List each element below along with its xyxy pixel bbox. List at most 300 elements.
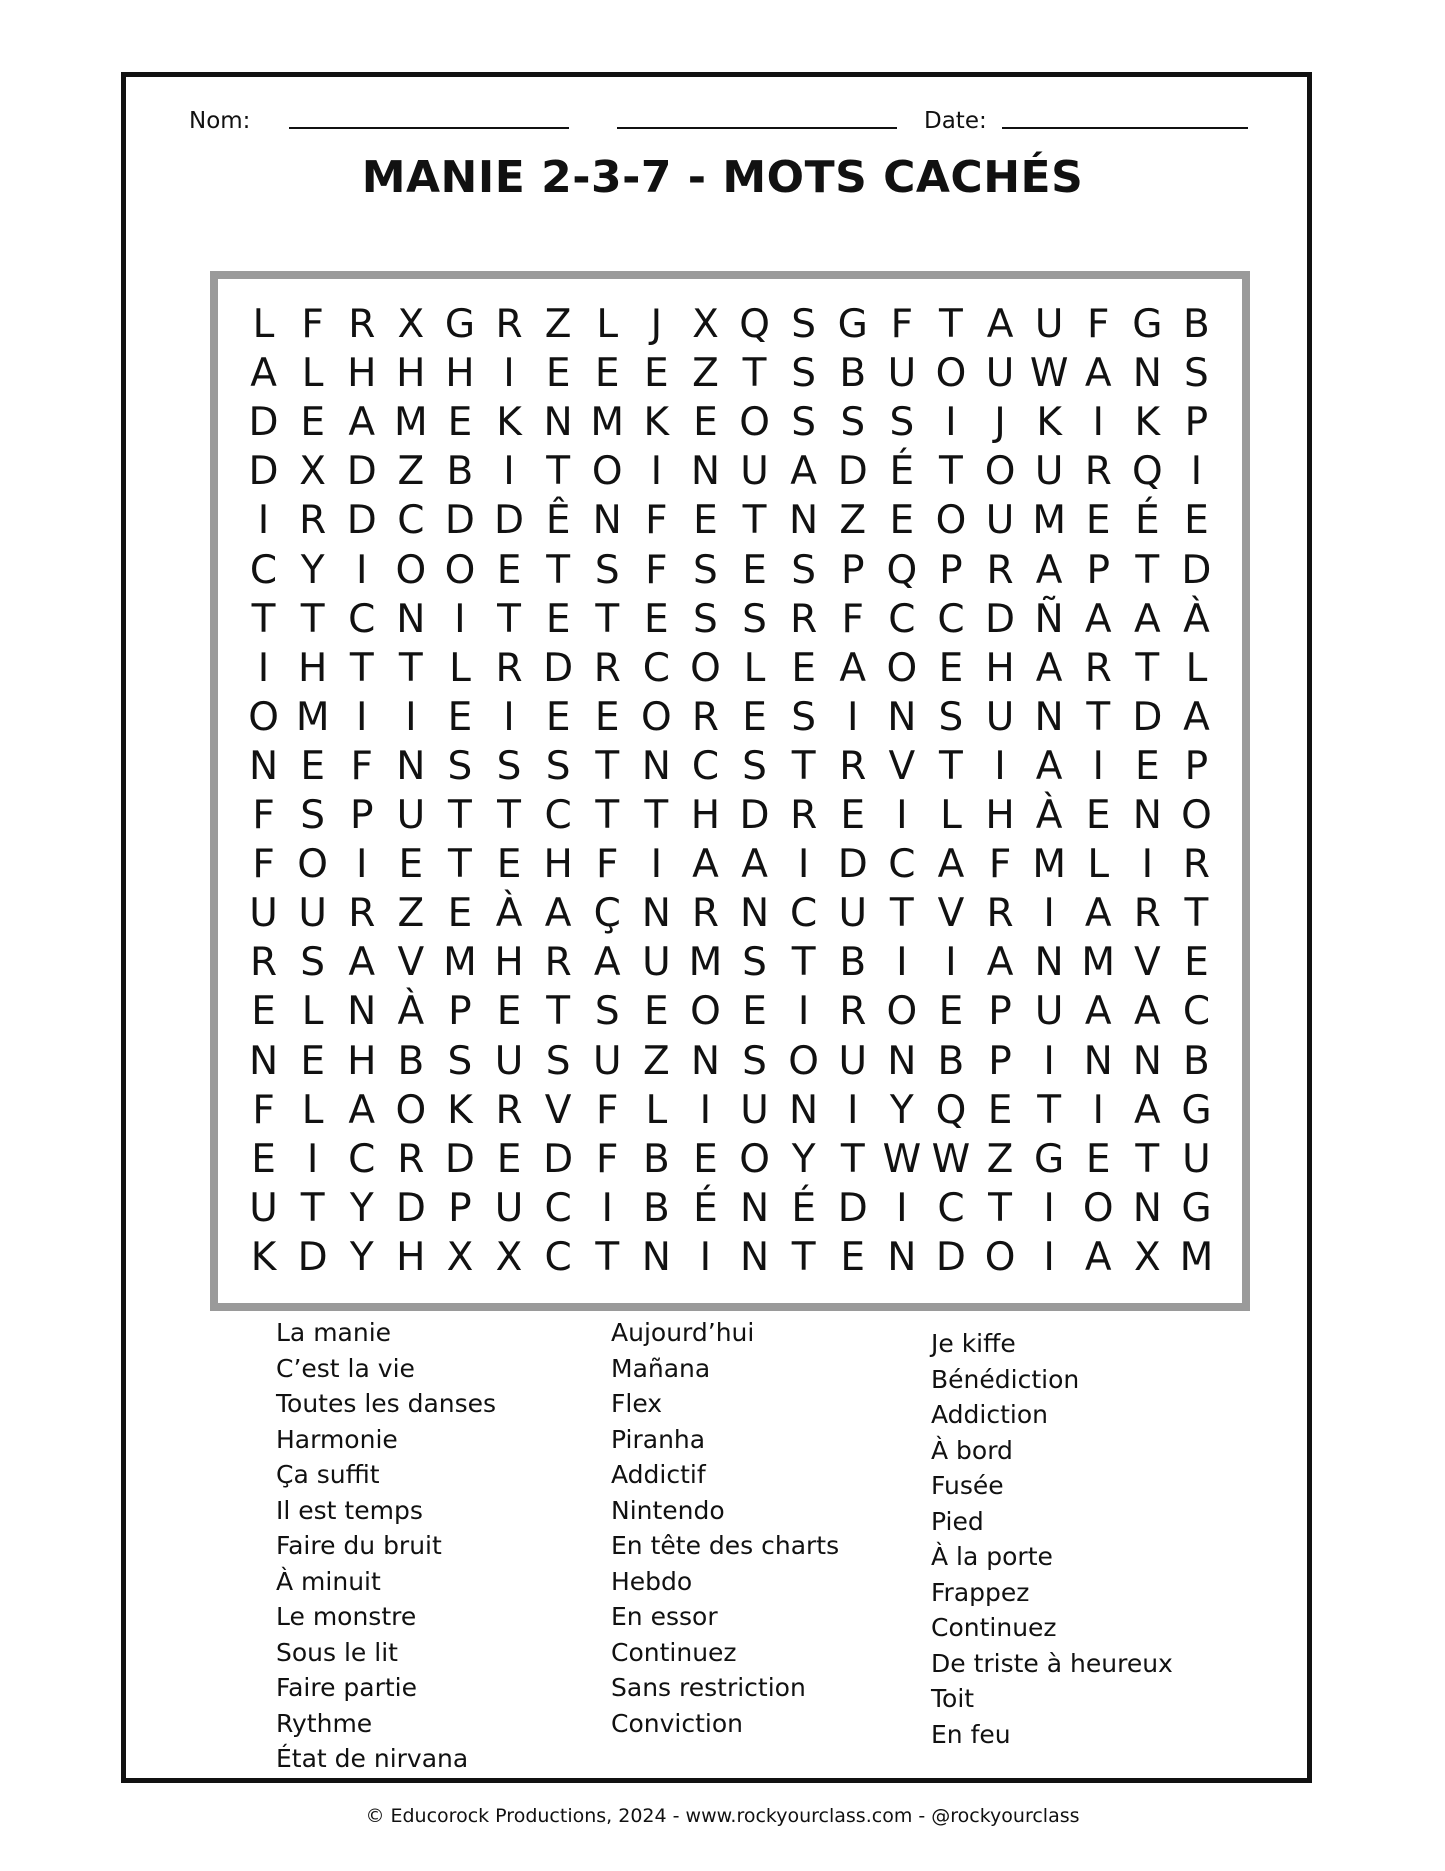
grid-letter: W [931, 1136, 971, 1182]
grid-letter: O [395, 1087, 427, 1133]
grid-letter: P [349, 793, 374, 839]
grid-letter: P [1184, 743, 1209, 789]
grid-letter: U [985, 694, 1015, 740]
grid-letter: É [791, 1185, 816, 1231]
grid-letter: S [742, 940, 767, 986]
grid-letter: E [594, 694, 620, 740]
grid-letter: A [986, 302, 1014, 348]
grid-letter: I [1043, 1234, 1055, 1280]
grid-letter: I [945, 940, 957, 986]
word-list-item: Continuez [611, 1637, 737, 1667]
grid-letter: P [1184, 400, 1209, 446]
grid-letter: A [692, 842, 719, 888]
grid-letter: V [937, 891, 965, 937]
grid-letter: M [394, 400, 428, 446]
grid-letter: B [937, 1038, 965, 1084]
grid-letter: N [887, 1234, 917, 1280]
word-list-item: Toutes les danses [276, 1389, 497, 1418]
grid-letter: S [889, 400, 915, 446]
grid-letter: U [1182, 1136, 1211, 1182]
grid-letter: D [543, 645, 574, 691]
grid-letter: N [592, 498, 622, 544]
grid-letter: U [249, 1185, 278, 1231]
word-list-item: Hebdo [611, 1566, 693, 1596]
grid-letter: D [543, 1136, 574, 1182]
grid-letter: N [690, 449, 721, 495]
grid-letter: E [1085, 793, 1111, 839]
word-list-item: De triste à heureux [931, 1648, 1173, 1678]
grid-letter: T [1135, 645, 1160, 691]
grid-letter: N [887, 694, 917, 740]
grid-letter: F [596, 1136, 619, 1182]
grid-letter: U [838, 1038, 868, 1084]
grid-letter: R [839, 743, 867, 789]
grid-letter: E [889, 498, 915, 544]
grid-letter: O [1082, 1185, 1114, 1231]
word-list-item: Rythme [276, 1708, 373, 1738]
grid-letter: T [742, 498, 767, 544]
grid-letter: S [742, 596, 767, 642]
word-list-item: Pied [931, 1506, 984, 1536]
grid-letter: V [888, 743, 916, 789]
grid-letter: E [1135, 743, 1160, 789]
grid-letter: U [740, 449, 769, 495]
grid-letter: F [252, 842, 275, 888]
grid-letter: P [840, 547, 865, 593]
grid-letter: H [297, 645, 328, 691]
grid-letter: C [249, 547, 278, 593]
grid-letter: N [739, 891, 770, 937]
grid-letter: I [650, 842, 663, 888]
grid-letter: E [251, 1136, 276, 1182]
grid-letter: A [1183, 694, 1210, 740]
grid-letter: T [497, 596, 521, 642]
grid-letter: A [1134, 596, 1161, 642]
page-title: MANIE 2-3-7 - MOTS CACHÉS [361, 152, 1084, 203]
grid-letter: A [839, 645, 867, 691]
grid-letter: M [1081, 940, 1116, 986]
grid-letter: T [939, 302, 963, 348]
grid-letter: N [739, 1234, 770, 1280]
grid-letter: S [742, 743, 767, 789]
grid-letter: E [840, 793, 866, 839]
grid-letter: À [1035, 793, 1063, 839]
grid-letter: U [249, 891, 278, 937]
grid-letter: T [448, 842, 472, 888]
grid-letter: N [1132, 793, 1162, 839]
grid-letter: E [644, 989, 669, 1035]
grid-letter: I [306, 1136, 319, 1182]
grid-letter: E [545, 596, 571, 642]
grid-letter: S [447, 1038, 473, 1084]
grid-letter: E [644, 596, 669, 642]
grid-letter: S [545, 743, 571, 789]
grid-letter: L [252, 302, 275, 348]
grid-letter: Y [349, 1234, 374, 1280]
grid-letter: P [939, 547, 963, 593]
grid-letter: H [690, 793, 721, 839]
word-list-item: Toit [931, 1684, 975, 1713]
grid-letter: A [1084, 891, 1112, 937]
grid-letter: S [791, 400, 817, 446]
grid-letter: T [791, 1234, 816, 1280]
grid-letter: C [888, 842, 916, 888]
name-label: Nom: [189, 108, 251, 134]
grid-letter: A [1084, 596, 1112, 642]
grid-letter: E [1085, 1136, 1111, 1182]
grid-letter: H [396, 1234, 426, 1280]
grid-letter: N [887, 1038, 917, 1084]
grid-letter: I [1092, 743, 1104, 789]
grid-letter: D [346, 449, 377, 495]
grid-letter: M [1032, 842, 1066, 888]
grid-letter: T [1037, 1087, 1062, 1133]
grid-letter: E [742, 547, 767, 593]
grid-letter: O [444, 547, 476, 593]
grid-letter: E [447, 694, 473, 740]
grid-letter: D [444, 1136, 475, 1182]
grid-letter: C [397, 498, 425, 544]
grid-letter: J [650, 302, 663, 348]
grid-letter: U [740, 1087, 769, 1133]
grid-letter: F [1087, 302, 1110, 348]
grid-letter: Z [397, 891, 425, 937]
grid-letter: C [348, 596, 376, 642]
word-list-item: Il est temps [276, 1495, 423, 1525]
grid-letter: F [841, 596, 864, 642]
grid-letter: N [641, 891, 671, 937]
grid-letter: N [1132, 351, 1162, 397]
grid-letter: S [1184, 351, 1209, 397]
grid-letter: E [594, 351, 620, 397]
grid-letter: I [945, 400, 957, 446]
grid-letter: K [496, 400, 522, 446]
grid-letter: B [397, 1038, 425, 1084]
word-list-item: Addictif [611, 1460, 706, 1489]
grid-letter: A [348, 940, 376, 986]
grid-letter: O [935, 498, 967, 544]
grid-letter: X [397, 302, 425, 348]
word-list-item: Conviction [611, 1708, 743, 1738]
grid-letter: F [301, 302, 324, 348]
grid-letter: B [1183, 1038, 1210, 1084]
grid-letter: D [1132, 694, 1163, 740]
grid-letter: X [495, 1234, 523, 1280]
grid-letter: N [396, 743, 426, 789]
word-list-item: Le monstre [276, 1602, 417, 1631]
grid-letter: W [1029, 351, 1069, 397]
grid-letter: I [1092, 1087, 1104, 1133]
grid-letter: U [1034, 302, 1064, 348]
grid-letter: T [546, 547, 571, 593]
grid-letter: B [839, 940, 867, 986]
grid-letter: É [1135, 498, 1160, 544]
grid-letter: K [643, 400, 670, 446]
name-line [289, 127, 569, 129]
grid-letter: I [1043, 891, 1055, 937]
word-list-item: En feu [931, 1719, 1011, 1749]
grid-letter: C [937, 596, 965, 642]
grid-letter: C [348, 1136, 376, 1182]
grid-letter: K [1036, 400, 1062, 446]
grid-letter: I [1190, 449, 1203, 495]
word-list-item: Continuez [931, 1613, 1057, 1642]
grid-letter: E [938, 989, 964, 1035]
grid-letter: H [494, 940, 524, 986]
grid-letter: S [300, 940, 326, 986]
grid-letter: D [395, 1185, 426, 1231]
grid-letter: O [395, 547, 427, 593]
grid-letter: N [641, 743, 671, 789]
grid-letter: T [398, 645, 423, 691]
grid-letter: R [495, 1087, 523, 1133]
grid-letter: E [1085, 498, 1111, 544]
grid-letter: R [790, 793, 818, 839]
grid-letter: N [739, 1185, 770, 1231]
grid-letter: L [596, 302, 619, 348]
grid-letter: F [890, 302, 914, 348]
word-list-item: Bénédiction [931, 1364, 1080, 1394]
grid-letter: O [640, 694, 672, 740]
grid-letter: P [988, 989, 1012, 1035]
grid-letter: I [257, 498, 270, 544]
grid-letter: E [742, 694, 767, 740]
word-list-item: Addiction [931, 1400, 1048, 1429]
grid-letter: X [446, 1234, 474, 1280]
grid-letter: U [592, 1038, 622, 1084]
grid-letter: D [297, 1234, 328, 1280]
grid-letter: O [248, 694, 279, 740]
grid-letter: N [690, 1038, 721, 1084]
grid-letter: R [299, 498, 327, 544]
word-list-item: Piranha [611, 1424, 706, 1454]
grid-letter: D [248, 449, 279, 495]
grid-letter: S [594, 547, 620, 593]
grid-letter: V [397, 940, 425, 986]
grid-letter: F [645, 547, 668, 593]
grid-letter: O [984, 449, 1016, 495]
grid-letter: I [699, 1234, 712, 1280]
grid-letter: L [449, 645, 471, 691]
grid-letter: T [791, 743, 816, 789]
grid-letter: Ê [545, 498, 571, 544]
grid-letter: T [742, 351, 767, 397]
grid-letter: E [987, 1087, 1013, 1133]
grid-letter: D [346, 498, 377, 544]
grid-letter: N [641, 1234, 671, 1280]
grid-letter: I [503, 449, 515, 495]
grid-letter: U [494, 1038, 524, 1084]
grid-letter: Y [791, 1136, 816, 1182]
grid-letter: R [691, 891, 719, 937]
grid-letter: T [595, 1234, 620, 1280]
grid-letter: S [938, 694, 964, 740]
grid-letter: T [1135, 1136, 1160, 1182]
grid-letter: I [257, 645, 270, 691]
grid-letter: A [790, 449, 817, 495]
grid-letter: A [250, 351, 277, 397]
grid-letter: T [349, 645, 374, 691]
grid-letter: H [985, 645, 1015, 691]
grid-letter: I [896, 1185, 908, 1231]
grid-letter: E [496, 989, 522, 1035]
word-list-column-2 [611, 1315, 839, 1741]
grid-letter: F [596, 842, 619, 888]
grid-letter: T [595, 793, 620, 839]
grid-letter: À [1183, 596, 1210, 642]
grid-letter: I [355, 694, 368, 740]
grid-letter: L [743, 645, 766, 691]
grid-letter: É [889, 449, 915, 495]
word-list-item: Ça suffit [276, 1460, 380, 1489]
word-list-item: Aujourd’hui [611, 1318, 755, 1347]
grid-letter: E [693, 400, 718, 446]
word-list-item: Flex [611, 1389, 663, 1418]
grid-letter: U [1034, 989, 1064, 1035]
grid-letter: A [544, 891, 572, 937]
grid-letter: Y [889, 1087, 914, 1133]
grid-letter: N [248, 1038, 279, 1084]
grid-letter: E [496, 1136, 522, 1182]
grid-letter: D [935, 1234, 966, 1280]
grid-letter: O [1181, 793, 1212, 839]
grid-letter: N [1083, 1038, 1113, 1084]
grid-letter: R [593, 645, 621, 691]
grid-letter: B [839, 351, 867, 397]
grid-letter: N [396, 596, 426, 642]
grid-letter: T [251, 596, 276, 642]
grid-letter: T [939, 743, 963, 789]
grid-letter: T [595, 596, 620, 642]
grid-letter: L [1087, 842, 1110, 888]
word-list-item: Nintendo [611, 1495, 725, 1525]
grid-letter: C [544, 793, 572, 839]
word-list-item: À la porte [931, 1542, 1053, 1571]
grid-letter: S [447, 743, 473, 789]
grid-letter: Z [986, 1136, 1014, 1182]
grid-letter: M [590, 400, 625, 446]
grid-letter: R [348, 302, 376, 348]
grid-letter: D [985, 596, 1016, 642]
grid-letter: Z [544, 302, 572, 348]
grid-letter: R [249, 940, 278, 986]
grid-letter: O [690, 989, 721, 1035]
grid-letter: I [699, 1087, 712, 1133]
grid-letter: A [1134, 1087, 1161, 1133]
grid-letter: B [1183, 302, 1210, 348]
grid-letter: U [887, 351, 917, 397]
grid-letter: T [644, 793, 669, 839]
grid-letter: S [791, 351, 817, 397]
grid-letter: Q [739, 302, 770, 348]
grid-letter: R [790, 596, 818, 642]
date-line [1002, 127, 1248, 129]
grid-letter: A [1134, 989, 1161, 1035]
grid-letter: Q [935, 1087, 967, 1133]
grid-letter: O [297, 842, 328, 888]
grid-letter: I [1043, 1185, 1055, 1231]
grid-letter: B [446, 449, 474, 495]
grid-letter: R [1182, 842, 1210, 888]
grid-letter: I [503, 351, 515, 397]
grid-letter: F [645, 498, 668, 544]
grid-letter: S [791, 302, 817, 348]
grid-letter: N [1132, 1038, 1162, 1084]
grid-letter: R [495, 302, 523, 348]
grid-letter: R [1133, 891, 1161, 937]
grid-letter: T [939, 449, 963, 495]
grid-letter: C [642, 645, 670, 691]
word-list-item: À minuit [276, 1566, 381, 1596]
grid-letter: E [496, 842, 522, 888]
grid-letter: Q [1131, 449, 1163, 495]
word-list-item: Faire partie [276, 1673, 418, 1702]
word-list-item: Mañana [611, 1353, 711, 1383]
grid-letter: E [496, 547, 522, 593]
grid-letter: T [988, 1185, 1012, 1231]
grid-letter: E [300, 400, 325, 446]
grid-letter: Z [642, 1038, 670, 1084]
grid-letter: E [693, 498, 718, 544]
grid-letter: T [1184, 891, 1209, 937]
grid-letter: Y [349, 1185, 374, 1231]
grid-letter: P [448, 1185, 472, 1231]
grid-letter: I [1141, 842, 1154, 888]
grid-letter: U [396, 793, 426, 839]
grid-letter: Y [300, 547, 325, 593]
grid-letter: H [396, 351, 426, 397]
grid-letter: S [300, 793, 326, 839]
grid-letter: R [348, 891, 376, 937]
grid-letter: E [545, 694, 571, 740]
grid-letter: G [1132, 302, 1163, 348]
grid-letter: G [1034, 1136, 1065, 1182]
grid-letter: V [544, 1087, 572, 1133]
grid-letter: E [840, 1234, 866, 1280]
grid-letter: E [791, 645, 816, 691]
grid-letter: A [1084, 351, 1112, 397]
grid-letter: I [797, 842, 810, 888]
grid-letter: C [790, 891, 818, 937]
word-list-item: En essor [611, 1602, 718, 1631]
grid-letter: E [742, 989, 767, 1035]
grid-letter: I [405, 694, 417, 740]
grid-letter: A [1035, 743, 1063, 789]
grid-letter: O [739, 1136, 770, 1182]
grid-letter: R [544, 940, 572, 986]
grid-letter: Ñ [1034, 596, 1064, 642]
grid-letter: B [642, 1185, 670, 1231]
grid-letter: I [503, 694, 515, 740]
grid-letter: T [1086, 694, 1111, 740]
grid-letter: Z [397, 449, 425, 495]
grid-letter: S [545, 1038, 571, 1084]
grid-letter: H [985, 793, 1015, 839]
grid-letter: D [248, 400, 279, 446]
grid-letter: G [1181, 1087, 1212, 1133]
grid-letter: L [301, 989, 324, 1035]
grid-letter: I [355, 842, 368, 888]
grid-letter: V [1134, 940, 1161, 986]
grid-letter: C [888, 596, 916, 642]
grid-letter: L [301, 1087, 324, 1133]
grid-letter: H [543, 842, 573, 888]
grid-letter: N [789, 1087, 819, 1133]
word-list-item: Frappez [931, 1577, 1030, 1607]
grid-letter: O [788, 1038, 819, 1084]
grid-letter: C [1182, 989, 1211, 1035]
grid-letter: L [645, 1087, 668, 1133]
